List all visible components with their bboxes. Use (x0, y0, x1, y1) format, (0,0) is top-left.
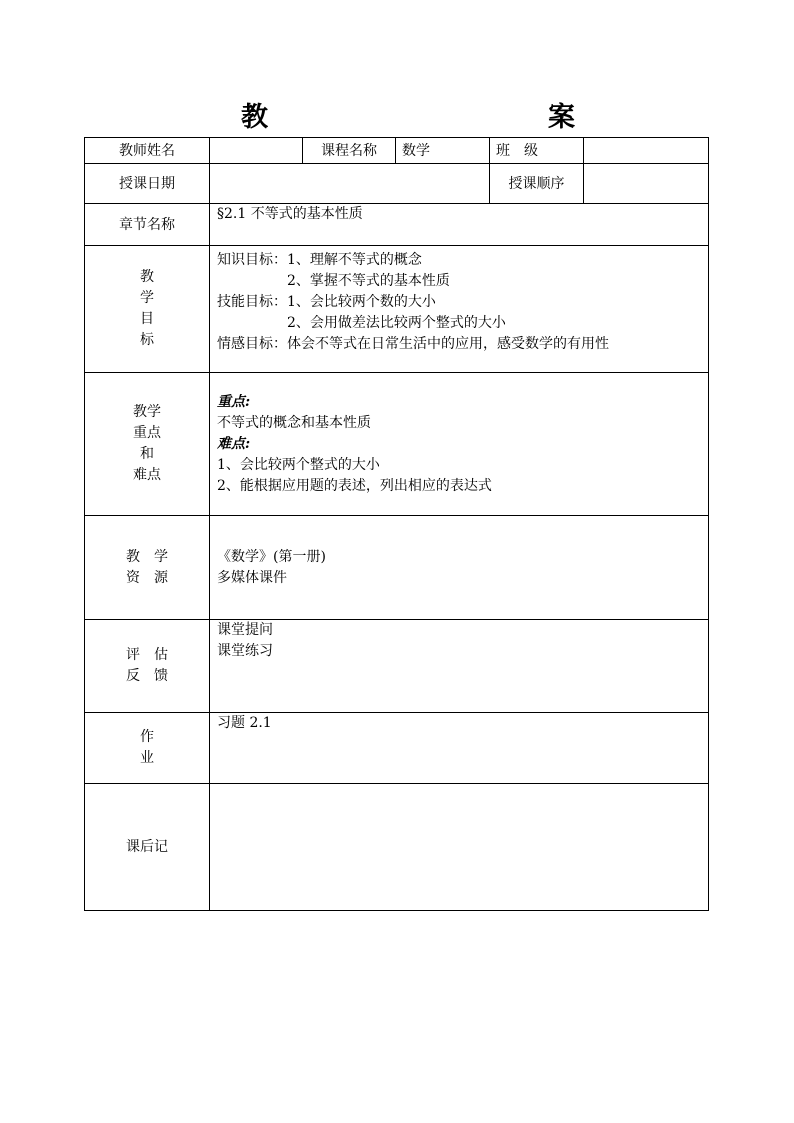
lesson-order-value (584, 164, 709, 204)
course-name-value: 数学 (396, 138, 490, 164)
resources-content (210, 516, 709, 620)
evaluation-label (85, 620, 210, 713)
chapter-row (85, 204, 709, 246)
homework-content (210, 713, 709, 784)
evaluation-line: 课堂提问 (217, 622, 273, 638)
key-points-label-line: 教学 (133, 404, 161, 420)
notes-row (85, 784, 709, 911)
difficulty-heading: 难点: (217, 435, 251, 452)
resources-label-line: 教 学 (126, 548, 168, 565)
notes-content (210, 784, 709, 911)
objectives-content (210, 246, 709, 373)
evaluation-row (85, 620, 709, 713)
title-part-1: 教 (241, 102, 268, 133)
objectives-row (85, 246, 709, 373)
title-part-2: 案 (548, 102, 575, 133)
teacher-name-value (210, 138, 303, 164)
resource-line: 多媒体课件 (217, 569, 287, 586)
objective-line: 知识目标：1、理解不等式的概念 (217, 252, 422, 268)
course-name-label: 课程名称 (303, 138, 396, 164)
class-value (584, 138, 709, 164)
evaluation-content (210, 620, 709, 713)
evaluation-label-line: 反 馈 (126, 668, 168, 684)
objective-line: 2、会用做差法比较两个整式的大小 (287, 315, 506, 331)
objective-line: 2、掌握不等式的基本性质 (287, 273, 450, 289)
homework-label (85, 713, 210, 784)
class-label: 班 级 (490, 138, 584, 164)
key-points-content (210, 373, 709, 516)
objectives-label-char: 学 (140, 290, 154, 306)
header-row (85, 138, 709, 164)
chapter-title-text: §2.1 不等式的基本性质 (217, 206, 363, 222)
resource-line: 《数学》(第一册) (217, 548, 326, 565)
homework-value: 习题 2.1 (217, 715, 272, 731)
date-row (85, 164, 709, 204)
chapter-value (210, 204, 709, 246)
objective-line: 情感目标：体会不等式在日常生活中的应用，感受数学的有用性 (217, 336, 609, 352)
key-points-label (85, 373, 210, 516)
resources-label (85, 516, 210, 620)
difficulty-line: 1、会比较两个整式的大小 (217, 456, 380, 473)
homework-label-line: 作 (140, 729, 154, 745)
homework-label-line: 业 (140, 750, 154, 766)
key-points-label-line: 和 (140, 446, 154, 462)
evaluation-line: 课堂练习 (217, 643, 273, 659)
lesson-plan-table (84, 137, 709, 911)
key-points-label-line: 难点 (133, 467, 161, 483)
evaluation-label-line: 评 估 (126, 647, 168, 663)
key-points-row (85, 373, 709, 516)
lesson-date-value (210, 164, 490, 204)
homework-row (85, 713, 709, 784)
objective-line: 技能目标：1、会比较两个数的大小 (217, 294, 436, 310)
objectives-label (85, 246, 210, 373)
key-point-text: 不等式的概念和基本性质 (217, 414, 371, 431)
objectives-label-char: 目 (140, 311, 154, 327)
chapter-label: 章节名称 (85, 204, 210, 246)
difficulty-line: 2、能根据应用题的表述，列出相应的表达式 (217, 477, 492, 494)
lesson-order-label: 授课顺序 (490, 164, 584, 204)
objectives-label-char: 教 (140, 269, 154, 285)
lesson-date-label: 授课日期 (85, 164, 210, 204)
document-title (0, 100, 794, 136)
resources-label-line: 资 源 (126, 569, 168, 586)
objectives-label-char: 标 (140, 332, 154, 348)
resources-row (85, 516, 709, 620)
notes-label: 课后记 (85, 784, 210, 911)
key-points-label-line: 重点 (133, 425, 161, 441)
key-point-heading: 重点: (217, 393, 251, 410)
teacher-name-label: 教师姓名 (85, 138, 210, 164)
